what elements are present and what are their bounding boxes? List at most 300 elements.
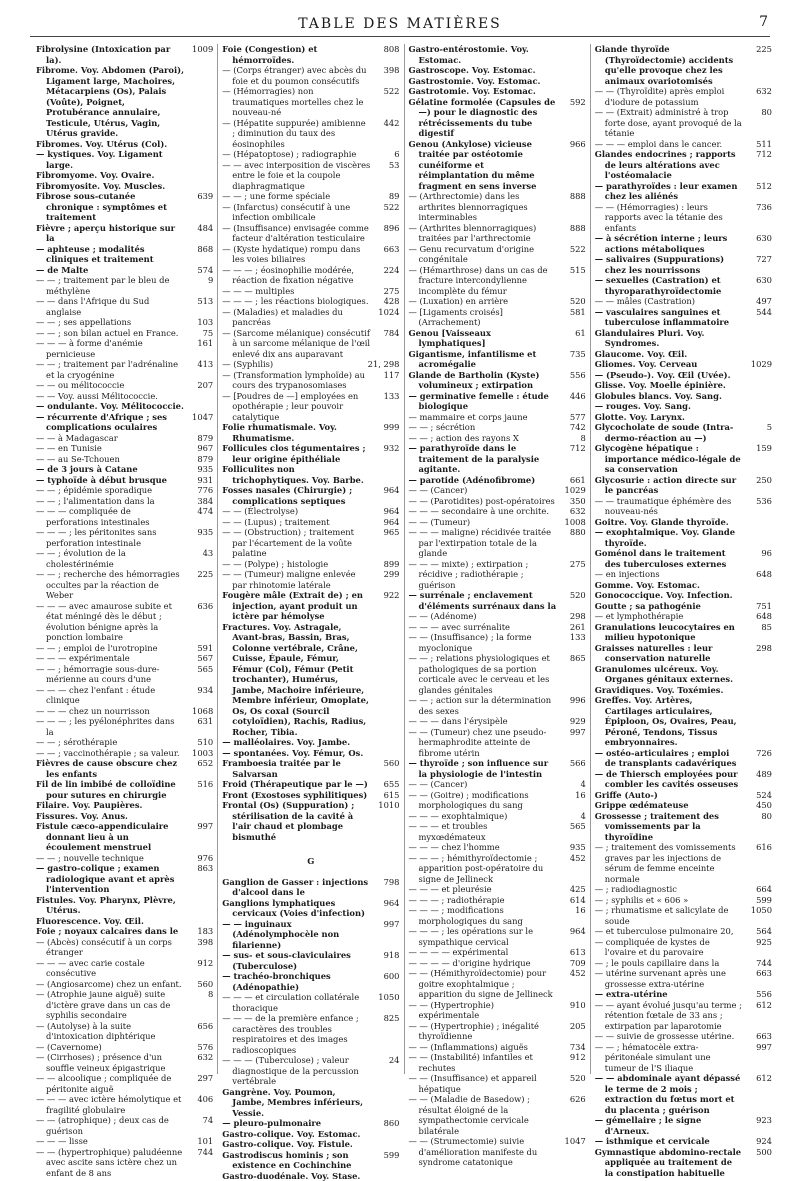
index-entry-text: Gastro-colique. Voy. Fistule. bbox=[222, 1139, 370, 1150]
index-entry-text: Fil de lin imbibé de colloïdine pour sutures en chirurgie bbox=[36, 779, 184, 800]
index-entry-page: 522 bbox=[371, 86, 400, 97]
index-entry-text: Griffe (Auto-) bbox=[595, 790, 743, 801]
index-entry-page: 250 bbox=[743, 475, 772, 486]
index-entry-text: Fistules. Voy. Pharynx, Plèvre, Utérus. bbox=[36, 895, 184, 916]
index-entry-page: 632 bbox=[184, 1052, 213, 1063]
index-entry-page: 967 bbox=[184, 443, 213, 454]
index-entry bbox=[36, 433, 213, 444]
index-entry-page: 298 bbox=[557, 611, 586, 622]
index-entry-text: — — — avec carie costale consécutive bbox=[36, 958, 184, 979]
index-entry bbox=[595, 517, 772, 528]
index-entry-page: 350 bbox=[557, 496, 586, 507]
index-entry bbox=[36, 1136, 213, 1147]
index-entry-page: 133 bbox=[371, 391, 400, 402]
index-entry-page: 497 bbox=[743, 296, 772, 307]
index-entry bbox=[36, 916, 213, 927]
index-entry bbox=[409, 527, 586, 559]
index-entry bbox=[36, 223, 213, 244]
index-entry bbox=[36, 328, 213, 339]
index-entry-text: — exophtalmique. Voy. Glande thyroïde. bbox=[595, 527, 743, 548]
index-entry-text: — — ; une forme spéciale bbox=[222, 191, 370, 202]
index-entry-page: 520 bbox=[557, 1073, 586, 1084]
index-entry-page: 636 bbox=[184, 601, 213, 612]
index-entry bbox=[595, 44, 772, 86]
index-entry-text: — et tuberculose pulmonaire 20, bbox=[595, 926, 743, 937]
index-entry bbox=[409, 1136, 586, 1168]
index-entry bbox=[409, 1094, 586, 1136]
index-entry-text: — — (Extrait) administré à trop forte dose, ayant provoqué de la tétanie bbox=[595, 107, 743, 139]
index-entry-text: Framboesia traitée par le Salvarsan bbox=[222, 758, 370, 779]
index-entry bbox=[222, 391, 399, 423]
index-entry-page: 631 bbox=[184, 716, 213, 727]
index-entry-page: 1003 bbox=[184, 748, 213, 759]
index-entry-page: 924 bbox=[743, 1136, 772, 1147]
index-entry-text: — — (Polype) ; histologie bbox=[222, 559, 370, 570]
index-entry-text: — — ayant évolué jusqu'au terme ; rétention fœtale de 33 ans ; extirpation par laparotomie bbox=[595, 1000, 743, 1032]
index-entry bbox=[409, 895, 586, 906]
index-entry-page: 510 bbox=[184, 737, 213, 748]
index-entry-page: 591 bbox=[184, 643, 213, 654]
index-entry-page: 879 bbox=[184, 454, 213, 465]
index-entry bbox=[409, 496, 586, 507]
index-entry bbox=[409, 517, 586, 528]
index-entry-text: Folliculites non trichophytiques. Voy. Barbe. bbox=[222, 464, 370, 485]
index-entry-text: Grippe œdémateuse bbox=[595, 800, 743, 811]
index-entry-text: — — ; sécrétion bbox=[409, 422, 557, 433]
index-entry bbox=[595, 86, 772, 107]
index-entry-page: 133 bbox=[557, 632, 586, 643]
index-entry-page: 661 bbox=[557, 475, 586, 486]
index-entry-text: Glande de Bartholin (Kyste) volumineux ; extirpation bbox=[409, 370, 557, 391]
index-entry-text: — — — emploi dans le cancer. bbox=[595, 139, 743, 150]
index-entry bbox=[409, 632, 586, 653]
index-entry-text: — — (Adénome) bbox=[409, 611, 557, 622]
index-entry-page: 652 bbox=[184, 758, 213, 769]
index-entry bbox=[409, 926, 586, 947]
index-entry-text: — en injections bbox=[595, 569, 743, 580]
index-entry bbox=[36, 758, 213, 779]
index-entry-page: 923 bbox=[743, 1115, 772, 1126]
index-entry bbox=[36, 485, 213, 496]
index-entry bbox=[222, 569, 399, 590]
index-entry-text: — (Kyste hydatique) rompu dans les voies biliaires bbox=[222, 244, 370, 265]
index-entry bbox=[409, 191, 586, 223]
index-entry-page: 398 bbox=[371, 65, 400, 76]
index-entry bbox=[595, 548, 772, 569]
index-entry bbox=[36, 821, 213, 853]
index-entry-page: 997 bbox=[557, 727, 586, 738]
index-entry bbox=[595, 811, 772, 843]
index-entry-text: Gonococcique. Voy. Infection. bbox=[595, 590, 743, 601]
index-entry bbox=[222, 950, 399, 971]
index-entry-text: — — — dans l'érysipèle bbox=[409, 716, 557, 727]
index-entry-page: 751 bbox=[743, 601, 772, 612]
index-entry-text: Gastro-duodénale. Voy. Stase. bbox=[222, 1171, 370, 1181]
index-entry bbox=[36, 716, 213, 737]
index-entry bbox=[409, 790, 586, 811]
index-entry-text: — kystiques. Voy. Ligament large. bbox=[36, 149, 184, 170]
index-entry-page: 43 bbox=[184, 548, 213, 559]
index-entry bbox=[222, 328, 399, 360]
index-entry-text: — — — chez l'enfant : étude clinique bbox=[36, 685, 184, 706]
index-entry-page: 626 bbox=[557, 1094, 586, 1105]
index-entry-page: 225 bbox=[743, 44, 772, 55]
index-entry bbox=[409, 1021, 586, 1042]
index-entry bbox=[36, 265, 213, 276]
index-entry-page: 888 bbox=[557, 223, 586, 234]
index-entry-page: 825 bbox=[371, 1013, 400, 1024]
index-entry-text: — germinative femelle : étude biologique bbox=[409, 391, 557, 412]
index-entry-text: Gomme. Voy. Estomac. bbox=[595, 580, 743, 591]
index-entry-page: 581 bbox=[557, 307, 586, 318]
index-entry-page: 560 bbox=[371, 758, 400, 769]
index-entry-page: 1050 bbox=[743, 905, 772, 916]
index-entry bbox=[595, 401, 772, 412]
index-entry-page: 712 bbox=[557, 443, 586, 454]
index-entry-page: 932 bbox=[371, 443, 400, 454]
index-entry bbox=[222, 590, 399, 622]
index-entry-page: 556 bbox=[743, 989, 772, 1000]
index-entry bbox=[595, 412, 772, 423]
index-entry bbox=[222, 307, 399, 328]
index-entry-text: — (Syphilis) bbox=[222, 359, 364, 370]
index-entry-page: 53 bbox=[371, 160, 400, 171]
index-entry-text: Foie ; noyaux calcaires dans le bbox=[36, 926, 184, 937]
index-entry-page: 655 bbox=[371, 779, 400, 790]
index-entry-page: 648 bbox=[743, 611, 772, 622]
index-entry bbox=[409, 265, 586, 297]
index-entry-text: — — — et pleurésie bbox=[409, 884, 557, 895]
index-entry bbox=[595, 569, 772, 580]
index-entry-page: 600 bbox=[371, 971, 400, 982]
index-entry-text: Granulations leucocytaires en milieu hypotonique bbox=[595, 622, 743, 643]
index-entry-page: 965 bbox=[371, 527, 400, 538]
index-entry-text: Fissures. Voy. Anus. bbox=[36, 811, 184, 822]
index-entry-page: 577 bbox=[557, 412, 586, 423]
index-entry bbox=[222, 1129, 399, 1140]
index-entry bbox=[409, 842, 586, 853]
index-entry bbox=[409, 485, 586, 496]
index-entry bbox=[409, 947, 586, 958]
index-entry-text: — ; traitement des vomissements graves par les injections de sérum de femme enceinte normale bbox=[595, 842, 743, 884]
index-entry bbox=[595, 527, 772, 548]
index-entry-page: 663 bbox=[743, 1031, 772, 1042]
index-entry bbox=[409, 716, 586, 727]
index-entry bbox=[36, 601, 213, 643]
index-entry-text: — — (Hypertrophie) expérimentale bbox=[409, 1000, 557, 1021]
index-entry-page: 997 bbox=[743, 1042, 772, 1053]
index-entry bbox=[222, 244, 399, 265]
index-entry-page: 80 bbox=[743, 107, 772, 118]
index-entry-text: Front (Exostoses syphilitiques) bbox=[222, 790, 370, 801]
index-entry-page: 520 bbox=[557, 590, 586, 601]
index-entry bbox=[409, 622, 586, 633]
index-entry-page: 520 bbox=[557, 296, 586, 307]
index-entry bbox=[222, 118, 399, 150]
index-entry bbox=[595, 905, 772, 926]
index-entry-text: — [Poudres de —] employées en opothérapie ; leur pouvoir catalytique bbox=[222, 391, 370, 423]
index-entry bbox=[409, 559, 586, 591]
index-entry-text: — — en Tunisie bbox=[36, 443, 184, 454]
index-entry bbox=[222, 758, 399, 779]
index-entry-page: 744 bbox=[184, 1147, 213, 1158]
index-entry-text: Fièvre ; aperçu historique sur la bbox=[36, 223, 184, 244]
index-entry-text: Granulomes ulcéreux. Voy. Organes génitaux externes. bbox=[595, 664, 743, 685]
index-entry bbox=[36, 496, 213, 507]
index-entry bbox=[36, 1042, 213, 1053]
index-entry-page: 297 bbox=[184, 1073, 213, 1084]
index-entry-text: — sexuelles (Castration) et thyroparathyroïdectomie bbox=[595, 275, 743, 296]
index-entry-page: 868 bbox=[184, 244, 213, 255]
index-entry-page: 918 bbox=[371, 950, 400, 961]
index-entry-page: 613 bbox=[557, 947, 586, 958]
index-entry-page: 522 bbox=[371, 202, 400, 213]
index-entry-page: 8 bbox=[184, 989, 213, 1000]
index-entry-page: 513 bbox=[184, 296, 213, 307]
index-entry bbox=[409, 412, 586, 423]
index-entry bbox=[222, 286, 399, 297]
index-entry-text: — — (Tumeur) bbox=[409, 517, 557, 528]
index-entry bbox=[222, 422, 399, 443]
index-entry-page: 964 bbox=[371, 485, 400, 496]
index-entry bbox=[36, 664, 213, 685]
index-entry bbox=[409, 1052, 586, 1073]
index-entry-text: — spontanées. Voy. Fémur, Os. bbox=[222, 748, 370, 759]
index-entry-page: 1009 bbox=[184, 44, 213, 55]
index-entry bbox=[222, 65, 399, 86]
index-entry-page: 592 bbox=[557, 97, 586, 108]
index-entry-text: — — ; action sur la détermination des sexes bbox=[409, 695, 557, 716]
index-entry-text: Fièvres de cause obscure chez les enfants bbox=[36, 758, 184, 779]
index-entry-text: — — traumatique éphémère des nouveau-nés bbox=[595, 496, 743, 517]
index-entry-text: — ; syphilis et « 606 » bbox=[595, 895, 743, 906]
index-entry-page: 744 bbox=[743, 958, 772, 969]
index-entry bbox=[36, 811, 213, 822]
index-entry-page: 183 bbox=[184, 926, 213, 937]
index-entry-page: 612 bbox=[743, 1073, 772, 1084]
index-entry-text: Grossesse ; traitement des vomissements par la thyroïdine bbox=[595, 811, 743, 843]
index-entry bbox=[595, 748, 772, 769]
index-entry-text: — — ; ses appellations bbox=[36, 317, 184, 328]
index-entry bbox=[595, 496, 772, 517]
index-entry-text: — — ; traitement par l'adrénaline et la cryogénine bbox=[36, 359, 184, 380]
index-entry bbox=[595, 884, 772, 895]
index-entry-text: Filaire. Voy. Paupières. bbox=[36, 800, 184, 811]
index-entry-page: 6 bbox=[371, 149, 400, 160]
index-entry-text: Goménol dans le traitement des tuberculoses externes bbox=[595, 548, 743, 569]
index-entry bbox=[595, 370, 772, 381]
index-entry bbox=[36, 1094, 213, 1115]
index-entry-text: — — — de la première enfance ; caractères des troubles respiratoires et des images radioscopiques bbox=[222, 1013, 370, 1055]
index-entry-text: — — — avec amaurose subite et état méningé dès le début ; évolution bénigne après la ponction lombaire bbox=[36, 601, 184, 643]
index-entry-text: — (Angiosarcome) chez un enfant. bbox=[36, 979, 184, 990]
index-entry-text: Greffes. Voy. Artères, Cartilages articulaires, Épiploon, Os, Ovaires, Peau, Péroné, Tendons, Tissus embryonnaires. bbox=[595, 695, 743, 748]
index-entry-page: 888 bbox=[557, 191, 586, 202]
index-entry-text: — gémellaire ; le signe d'Arneux. bbox=[595, 1115, 743, 1136]
index-entry-page: 117 bbox=[371, 370, 400, 381]
index-entry bbox=[595, 989, 772, 1000]
index-entry bbox=[36, 800, 213, 811]
index-entry-text: — (Luxation) en arrière bbox=[409, 296, 557, 307]
index-entry bbox=[222, 223, 399, 244]
index-entry-text: Fluorescence. Voy. Œil. bbox=[36, 916, 184, 927]
index-entry-text: — — — ; les pyélonéphrites dans la bbox=[36, 716, 184, 737]
index-entry-page: 736 bbox=[743, 202, 772, 213]
index-entry-page: 4 bbox=[557, 779, 586, 790]
index-entry-page: 935 bbox=[184, 464, 213, 475]
index-entry-page: 935 bbox=[184, 527, 213, 538]
index-entry-text: Gélatine formolée (Capsules de —) pour le diagnostic des rétrécissements du tube digestif bbox=[409, 97, 557, 139]
index-entry bbox=[222, 359, 399, 370]
index-entry-text: — — — mixte) ; extirpation ; récidive ; radiothérapie ; guérison bbox=[409, 559, 557, 591]
index-entry-text: — — (Insuffisance) et appareil hépatique bbox=[409, 1073, 557, 1094]
index-entry-page: 934 bbox=[184, 685, 213, 696]
index-column-1 bbox=[32, 44, 218, 1074]
index-entry-page: 398 bbox=[184, 937, 213, 948]
index-entry-text: — — au Se-Tchouen bbox=[36, 454, 184, 465]
index-entry-page: 103 bbox=[184, 317, 213, 328]
index-entry-page: 1029 bbox=[743, 359, 772, 370]
index-entry-text: — — ; sérothérapie bbox=[36, 737, 184, 748]
index-entry-page: 1050 bbox=[371, 992, 400, 1003]
index-entry-text: Glande thyroïde (Thyroïdectomie) accidents qu'elle provoque chez les animaux ovariotomisés bbox=[595, 44, 743, 86]
index-entry bbox=[409, 821, 586, 842]
index-entry-text: — — (Tumeur) maligne enlevée par rhinotomie latérale bbox=[222, 569, 370, 590]
index-entry-page: 516 bbox=[184, 779, 213, 790]
index-entry-page: 536 bbox=[743, 496, 772, 507]
index-entry bbox=[222, 160, 399, 192]
index-entry bbox=[36, 380, 213, 391]
index-entry-text: Glycosurie : action directe sur le pancréas bbox=[595, 475, 743, 496]
index-entry bbox=[36, 853, 213, 864]
index-entry-text: Gravidiques. Voy. Toxémies. bbox=[595, 685, 743, 696]
index-entry-text: — (Cavernome) bbox=[36, 1042, 184, 1053]
index-entry bbox=[36, 926, 213, 937]
index-entry bbox=[595, 800, 772, 811]
index-entry-text: — (Hémarthrose) dans un cas de fracture intercondylienne incomplète du fémur bbox=[409, 265, 557, 297]
index-entry bbox=[36, 506, 213, 527]
index-entry bbox=[409, 433, 586, 444]
index-entry-page: 384 bbox=[184, 496, 213, 507]
index-entry bbox=[595, 1073, 772, 1115]
index-entry bbox=[36, 979, 213, 990]
index-entry-text: — (Hémorragies) non traumatiques mortelles chez le nouveau-né bbox=[222, 86, 370, 118]
index-entry-page: 96 bbox=[743, 548, 772, 559]
index-entry-text: — — — exophtalmique) bbox=[409, 811, 557, 822]
index-entry-text: — — (hypertrophique) paludéenne avec ascite sans ictère chez un enfant de 8 ans bbox=[36, 1147, 184, 1179]
index-entry-page: 425 bbox=[557, 884, 586, 895]
index-entry-text: — [Ligaments croisés] (Arrachement) bbox=[409, 307, 557, 328]
index-entry bbox=[222, 800, 399, 842]
index-entry-text: — — — ; les péritonites sans perforation intestinale bbox=[36, 527, 184, 548]
index-entry-page: 910 bbox=[557, 1000, 586, 1011]
index-entry-page: 224 bbox=[371, 265, 400, 276]
index-entry bbox=[222, 296, 399, 307]
index-entry-page: 474 bbox=[184, 506, 213, 517]
index-entry-text: — — — avec ictère hémolytique et fragilité globulaire bbox=[36, 1094, 184, 1115]
index-entry-page: 999 bbox=[371, 422, 400, 433]
index-entry bbox=[222, 443, 399, 464]
index-entry-text: Fibromyome. Voy. Ovaire. bbox=[36, 170, 184, 181]
index-entry bbox=[222, 779, 399, 790]
index-entry-text: — — (Strumectomie) suivie d'amélioration manifeste du syndrome catatonique bbox=[409, 1136, 557, 1168]
index-entry-text: — (Arthrectomie) dans les arthrites blennorragiques interminables bbox=[409, 191, 557, 223]
index-entry bbox=[222, 790, 399, 801]
index-entry-text: Fougère mâle (Extrait de) ; en injection, ayant produit un ictère par hémolyse bbox=[222, 590, 370, 622]
index-entry-text: Folie rhumatismale. Voy. Rhumatisme. bbox=[222, 422, 370, 443]
index-entry bbox=[409, 758, 586, 779]
index-entry bbox=[595, 202, 772, 234]
index-entry-text: — isthmique et cervicale bbox=[595, 1136, 743, 1147]
index-entry-page: 880 bbox=[557, 527, 586, 538]
index-entry bbox=[36, 139, 213, 150]
index-entry-page: 964 bbox=[557, 926, 586, 937]
index-entry bbox=[36, 149, 213, 170]
index-entry-page: 515 bbox=[557, 265, 586, 276]
index-entry-page: 5 bbox=[743, 422, 772, 433]
index-entry-text: Goutte ; sa pathogénie bbox=[595, 601, 743, 612]
index-entry bbox=[595, 359, 772, 370]
index-entry bbox=[595, 296, 772, 307]
index-entry-text: — — (Insuffisance) ; la forme myoclonique bbox=[409, 632, 557, 653]
index-entry-text: — — — et troubles myxœdémateux bbox=[409, 821, 557, 842]
index-entry bbox=[36, 244, 213, 265]
index-entry bbox=[222, 86, 399, 118]
index-entry-page: 74 bbox=[184, 1115, 213, 1126]
index-entry-page: 630 bbox=[743, 275, 772, 286]
index-entry bbox=[595, 580, 772, 591]
index-entry bbox=[409, 727, 586, 759]
index-entry-text: — — — lisse bbox=[36, 1136, 184, 1147]
index-entry-page: 406 bbox=[184, 1094, 213, 1105]
index-entry-page: 567 bbox=[184, 653, 213, 664]
index-entry-text: Frontal (Os) (Suppuration) ; stérilisation de la cavité à l'air chaud et plombage bismuthé bbox=[222, 800, 370, 842]
index-entry-page: 632 bbox=[557, 506, 586, 517]
index-entry bbox=[595, 139, 772, 150]
index-entry-text: — — — secondaire à une orchite. bbox=[409, 506, 557, 517]
index-entry-page: 161 bbox=[184, 338, 213, 349]
index-entry-page: 997 bbox=[371, 919, 400, 930]
index-entry bbox=[409, 695, 586, 716]
index-entry bbox=[36, 454, 213, 465]
index-entry-text: — — Voy. aussi Mélitococcie. bbox=[36, 391, 184, 402]
index-entry-page: 564 bbox=[743, 926, 772, 937]
index-entry-page: 929 bbox=[557, 716, 586, 727]
index-entry-text: Fractures. Voy. Astragale, Avant-bras, Bassin, Bras, Colonne vertébrale, Crâne, Cuisse, Épaule, Fémur, Fémur (Col), Fémur (Petit trochanter), Humérus, Jambe, Machoire inférieure, Membre inférieur, Omoplate, Os, Os coxal (Sourcil cotyloïdien), Rachis, Radius, Rocher, Tibia. bbox=[222, 622, 370, 738]
index-entry-text: Glaucome. Voy. Œil. bbox=[595, 349, 743, 360]
index-entry bbox=[222, 1139, 399, 1150]
index-entry-page: 639 bbox=[184, 191, 213, 202]
index-entry bbox=[595, 895, 772, 906]
index-entry-page: 101 bbox=[184, 1136, 213, 1147]
index-entry bbox=[36, 170, 213, 181]
index-entry-text: — ondulante. Voy. Mélitococcie. bbox=[36, 401, 184, 412]
index-entry bbox=[595, 380, 772, 391]
index-entry-page: 784 bbox=[371, 328, 400, 339]
index-entry bbox=[595, 1115, 772, 1136]
index-entry bbox=[409, 370, 586, 391]
index-entry-page: 574 bbox=[184, 265, 213, 276]
index-entry-text: Gastro-entérostomie. Voy. Estomac. bbox=[409, 44, 557, 65]
index-entry bbox=[36, 401, 213, 412]
index-entry-text: — — — ; les opérations sur le sympathique cervical bbox=[409, 926, 557, 947]
index-entry-page: 298 bbox=[743, 643, 772, 654]
index-entry-text: — utérine survenant après une grossesse extra-utérine bbox=[595, 968, 743, 989]
index-entry-text: — parotide (Adénofibrome) bbox=[409, 475, 557, 486]
index-entry bbox=[36, 895, 213, 916]
index-entry-text: — aphteuse ; modalités cliniques et traitement bbox=[36, 244, 184, 265]
index-entry-text: — — — à forme d'anémie pernicieuse bbox=[36, 338, 184, 359]
